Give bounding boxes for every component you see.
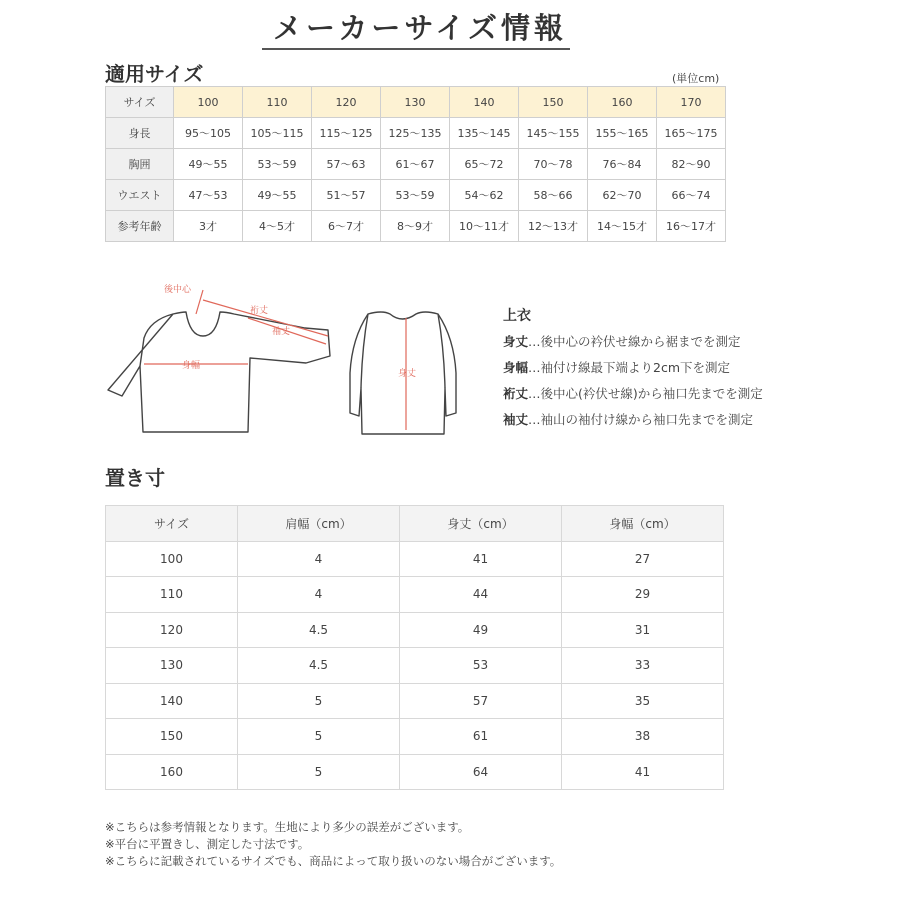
table-header-row	[106, 506, 724, 542]
table-cell: 53～59	[243, 149, 312, 180]
size-cell: 150	[519, 87, 588, 118]
size-cell: 110	[243, 87, 312, 118]
table-row	[106, 149, 726, 180]
row-header: 身長	[106, 118, 174, 149]
table-cell: 76～84	[588, 149, 657, 180]
column-header: 肩幅（cm）	[238, 506, 400, 542]
table-cell: 31	[562, 612, 724, 648]
unit-label: (単位cm)	[672, 72, 720, 85]
table-cell: 100	[106, 541, 238, 577]
note-text: ※こちらに記載されているサイズでも、商品によって取り扱いのない場合がございます。	[105, 854, 562, 868]
table-cell: 62～70	[588, 180, 657, 211]
table-cell: 160	[106, 754, 238, 790]
table-cell: 33	[562, 648, 724, 684]
sode-label: 袖丈	[272, 327, 291, 337]
note-text: ※平台に平置きし、測定した寸法です。	[105, 837, 310, 851]
table-cell: 120	[106, 612, 238, 648]
table-cell: 150	[106, 719, 238, 755]
oki-size-table	[105, 505, 724, 790]
table-cell: 27	[562, 541, 724, 577]
table-cell: 4.5	[238, 612, 400, 648]
table-cell: 4	[238, 541, 400, 577]
table-row	[106, 87, 726, 118]
table-cell: 70～78	[519, 149, 588, 180]
measure-text: …後中心(衿伏せ線)から袖口先までを測定	[528, 386, 763, 401]
table-cell: 6～7才	[312, 211, 381, 242]
measure-text: …後中心の衿伏せ線から裾までを測定	[528, 334, 741, 349]
table-cell: 64	[400, 754, 562, 790]
mihaba-label: 身幅	[182, 361, 201, 371]
table-cell: 61～67	[381, 149, 450, 180]
title-underline	[262, 48, 570, 50]
page-title: メーカーサイズ情報	[272, 11, 568, 45]
column-header: 身幅（cm）	[562, 506, 724, 542]
table-cell: 38	[562, 719, 724, 755]
table-cell: 14～15才	[588, 211, 657, 242]
measure-term: 裄丈	[503, 386, 529, 401]
table-cell: 53	[400, 648, 562, 684]
table-row	[106, 754, 724, 790]
fit-size-table	[105, 86, 726, 242]
size-cell: 170	[657, 87, 726, 118]
table-cell: 49	[400, 612, 562, 648]
table-cell: 66～74	[657, 180, 726, 211]
table-cell: 29	[562, 577, 724, 613]
row-header: 参考年齢	[106, 211, 174, 242]
table-cell: 130	[106, 648, 238, 684]
table-cell: 115～125	[312, 118, 381, 149]
size-cell: 100	[174, 87, 243, 118]
table-cell: 165～175	[657, 118, 726, 149]
table-cell: 4.5	[238, 648, 400, 684]
row-header: 胸囲	[106, 149, 174, 180]
mitake-label: 身丈	[398, 369, 417, 379]
table-row	[106, 719, 724, 755]
table-cell: 61	[400, 719, 562, 755]
size-cell: 140	[450, 87, 519, 118]
table-cell: 57	[400, 683, 562, 719]
table-cell: 54～62	[450, 180, 519, 211]
size-cell: 160	[588, 87, 657, 118]
note-text: ※こちらは参考情報となります。生地により多少の誤差がございます。	[105, 820, 470, 834]
table-cell: 8～9才	[381, 211, 450, 242]
table-row	[106, 118, 726, 149]
table-row	[106, 612, 724, 648]
table-cell: 155～165	[588, 118, 657, 149]
measure-text: …袖山の袖付け線から袖口先までを測定	[528, 412, 754, 427]
table-row	[106, 541, 724, 577]
table-cell: 4～5才	[243, 211, 312, 242]
table-cell: 41	[400, 541, 562, 577]
measure-desc	[503, 384, 763, 402]
row-header: サイズ	[106, 87, 174, 118]
column-header: サイズ	[106, 506, 238, 542]
table-cell: 51～57	[312, 180, 381, 211]
table-cell: 5	[238, 719, 400, 755]
table-row	[106, 180, 726, 211]
table-cell: 5	[238, 754, 400, 790]
size-cell: 120	[312, 87, 381, 118]
table-cell: 35	[562, 683, 724, 719]
shirt-back-outline	[108, 312, 330, 432]
table-cell: 44	[400, 577, 562, 613]
yuki-label: 裄丈	[250, 306, 269, 316]
table-row	[106, 683, 724, 719]
table-cell: 135～145	[450, 118, 519, 149]
measure-desc	[503, 332, 741, 350]
table-cell: 82～90	[657, 149, 726, 180]
size-cell: 130	[381, 87, 450, 118]
table-cell: 5	[238, 683, 400, 719]
measure-desc	[503, 410, 753, 428]
table-cell: 105～115	[243, 118, 312, 149]
table-row	[106, 577, 724, 613]
measure-term: 身丈	[503, 334, 529, 349]
oki-section-heading: 置き寸	[105, 466, 165, 490]
column-header: 身丈（cm）	[400, 506, 562, 542]
table-cell: 110	[106, 577, 238, 613]
row-header: ウエスト	[106, 180, 174, 211]
table-cell: 12～13才	[519, 211, 588, 242]
table-cell: 140	[106, 683, 238, 719]
table-cell: 10～11才	[450, 211, 519, 242]
table-cell: 3才	[174, 211, 243, 242]
table-cell: 49～55	[174, 149, 243, 180]
table-cell: 65～72	[450, 149, 519, 180]
table-cell: 47～53	[174, 180, 243, 211]
back-center-marker	[196, 290, 203, 314]
table-cell: 53～59	[381, 180, 450, 211]
table-cell: 95～105	[174, 118, 243, 149]
measure-term: 袖丈	[503, 412, 529, 427]
table-cell: 145～155	[519, 118, 588, 149]
table-cell: 4	[238, 577, 400, 613]
table-cell: 125～135	[381, 118, 450, 149]
table-cell: 49～55	[243, 180, 312, 211]
measure-text: …袖付け線最下端より2cm下を測定	[528, 360, 731, 375]
table-cell: 41	[562, 754, 724, 790]
back-center-label: 後中心	[164, 285, 192, 295]
table-cell: 16～17才	[657, 211, 726, 242]
table-cell: 57～63	[312, 149, 381, 180]
table-cell: 58～66	[519, 180, 588, 211]
fit-section-heading: 適用サイズ	[105, 62, 204, 86]
measure-term: 身幅	[503, 360, 529, 375]
measure-desc	[503, 358, 730, 376]
table-row	[106, 648, 724, 684]
table-row	[106, 211, 726, 242]
upper-garment-title: 上衣	[503, 308, 531, 324]
garment-diagram	[100, 278, 490, 438]
